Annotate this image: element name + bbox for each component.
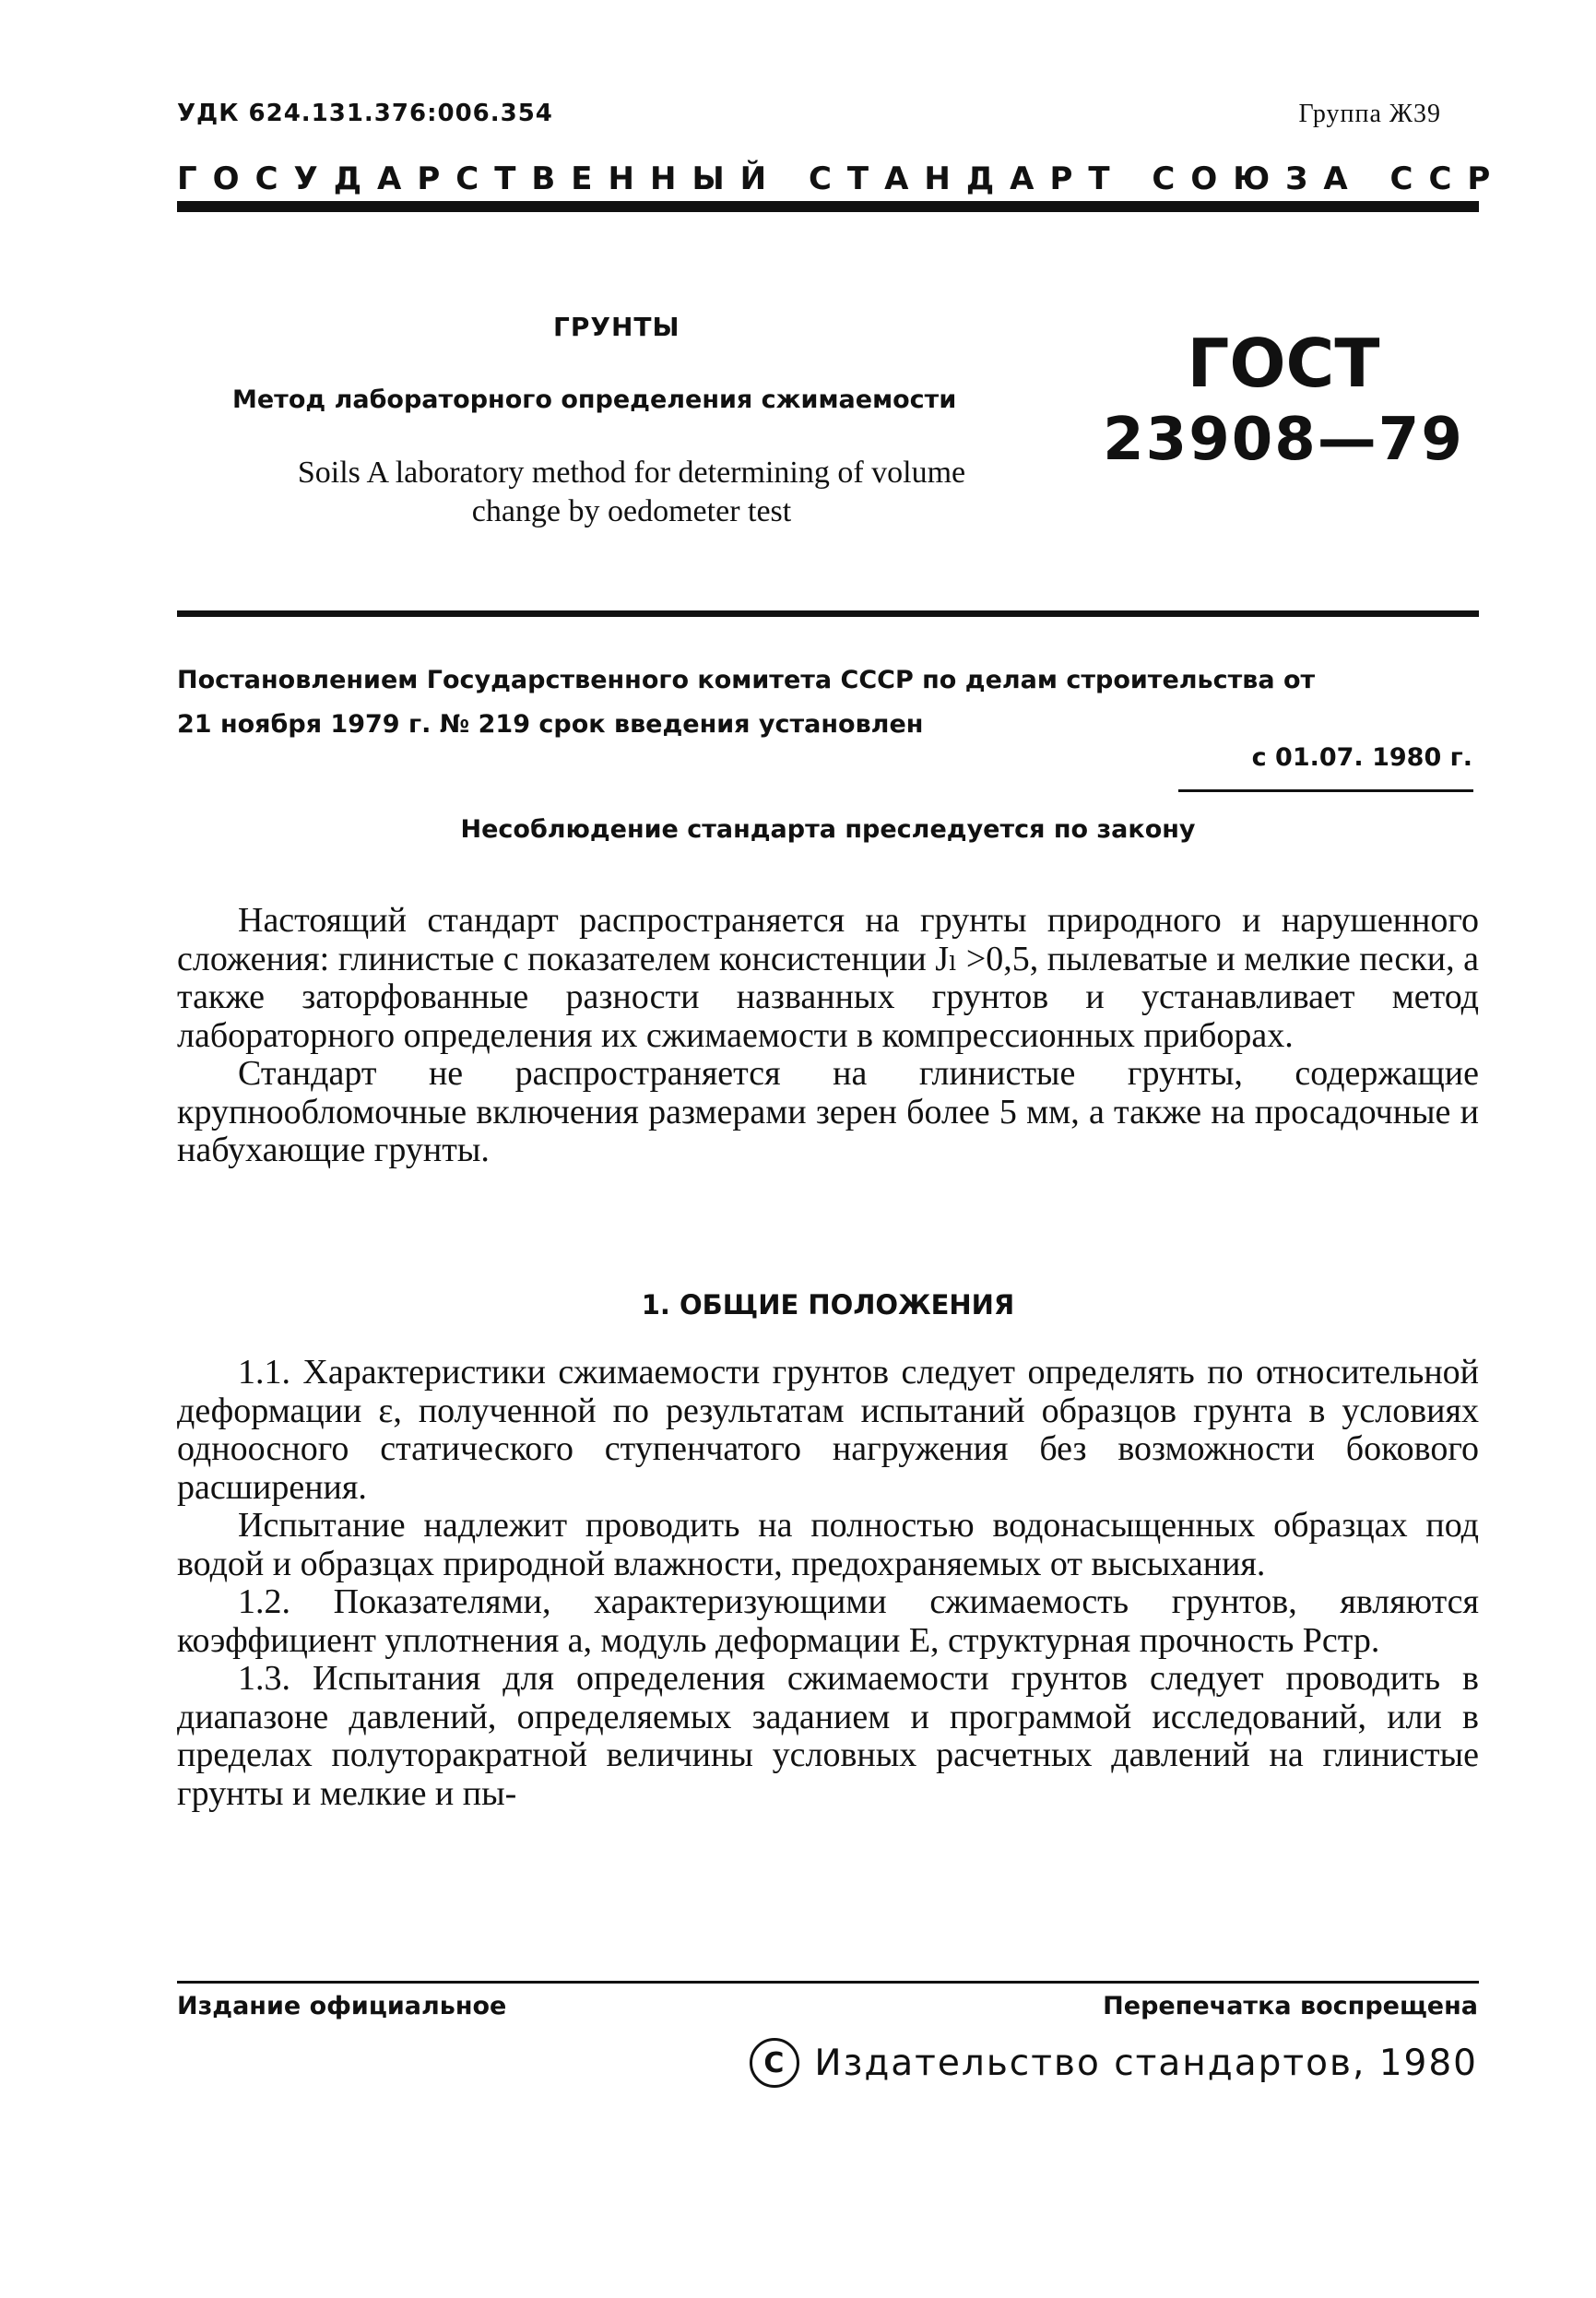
legal-notice: Несоблюдение стандарта преследуется по закону (460, 815, 1196, 844)
decree-line1: Постановлением Государственного комитета СССР по делам строительства от (177, 666, 1316, 694)
publisher-name: Издательство стандартов, 1980 (814, 2042, 1478, 2084)
official-edition-label: Издание официальное (177, 1992, 507, 2020)
gost-number: 23908—79 (1103, 406, 1464, 474)
intro-paragraph: Стандарт не распространяется на глинистые грунты, содержащие крупнообломочные включения размерами зерен более 5 мм, а также на просадочные и набухающие грунты. (177, 1054, 1479, 1169)
clause-1-2: 1.2. Показателями, характеризующими сжимаемость грунтов, являются коэффициент уплотнения a, модуль деформации E, структурная прочность Pстр. (177, 1582, 1479, 1660)
decree-block (177, 658, 1479, 747)
section-text (177, 1354, 1479, 1813)
title-divider (177, 610, 1479, 617)
english-title-line1: Soils A laboratory method for determining of volume (297, 456, 966, 490)
reprint-notice: Перепечатка воспрещена (1103, 1992, 1478, 2020)
intro-paragraph: Настоящий стандарт распространяется на грунты природного и нарушенного сложения: глинистые с показателем консистенции Jₗ >0,5, пылеватые и мелкие пески, а также заторфованные разности названных грунтов и устанавливает метод лабораторного определения их сжимаемости в компрессионных приборах. (177, 901, 1479, 1055)
clause-1-1-continued: Испытание надлежит проводить на полностью водонасыщенных образцах под водой и образцах природной влажности, предохраняемых от высыхания. (177, 1506, 1479, 1583)
english-title-line2: change by oedometer test (471, 494, 792, 528)
document-subtitle: Метод лабораторного определения сжимаемости (232, 385, 957, 414)
document-title: ГРУНТЫ (553, 312, 680, 342)
intro-text (177, 902, 1479, 1170)
copyright-icon: C (750, 2038, 799, 2088)
udk-code: УДК 624.131.376:006.354 (177, 100, 553, 127)
copyright-line (750, 2038, 1478, 2088)
decree-line2: 21 ноября 1979 г. № 219 срок введения установлен (177, 710, 924, 739)
section-heading: 1. ОБЩИЕ ПОЛОЖЕНИЯ (641, 1289, 1015, 1321)
english-title (175, 454, 1088, 531)
group-code: Группа Ж39 (1298, 100, 1441, 128)
header-divider (177, 201, 1479, 212)
effective-date-underline (1178, 789, 1473, 792)
footer-divider (177, 1981, 1479, 1984)
state-standard-banner: ГОСУДАРСТВЕННЫЙ СТАНДАРТ СОЮЗА ССР (177, 160, 1507, 197)
clause-1-1: 1.1. Характеристики сжимаемости грунтов следует определять по относительной деформации ε, полученной по результатам испытаний образцов грунта в условиях одноосного статического ступенчатого нагружения без возможности бокового расширения. (177, 1353, 1479, 1507)
effective-date: с 01.07. 1980 г. (1251, 743, 1472, 772)
clause-1-3: 1.3. Испытания для определения сжимаемости грунтов следует проводить в диапазоне давлений, определяемых заданием и программой исследований, или в пределах полуторакратной величины условных расчетных давлений на глинистые грунты и мелкие и пы- (177, 1659, 1479, 1813)
gost-label: ГОСТ (1187, 325, 1380, 402)
